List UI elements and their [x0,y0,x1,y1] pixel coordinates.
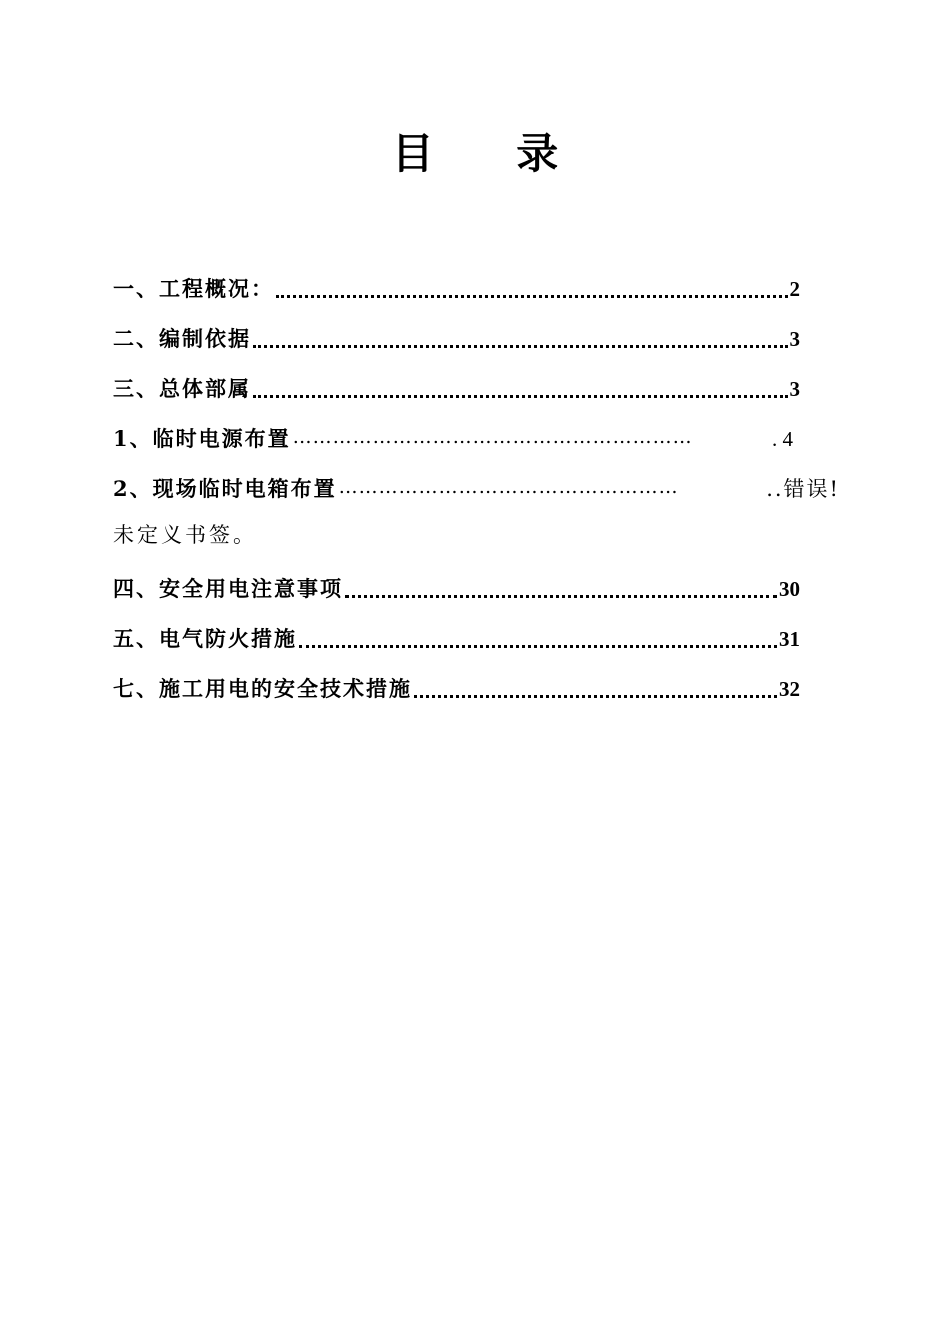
toc-page-number: 2 [789,277,800,301]
toc-page-number: 31 [779,627,800,651]
page-title: 目 录 [391,129,593,178]
toc-leader-text: …………………………………………………… [292,426,693,448]
toc-error-text: ..错误! [766,477,840,501]
toc-entry-overview[interactable] [113,270,800,304]
toc-entry-general-layout[interactable] [113,370,800,404]
toc-entry-label: 四、安全用电注意事项 [113,576,343,601]
toc-entry-basis[interactable] [113,320,800,354]
toc-entry-label: 三、总体部属 [113,376,251,401]
toc-leader-dots [345,578,777,602]
toc-entry-label: 七、施工用电的安全技术措施 [113,676,412,701]
toc-entry-label: 五、电气防火措施 [113,626,297,651]
toc-entry-site-boxes[interactable] [113,470,840,504]
toc-page-number: 32 [779,677,800,701]
toc-entry-label: 一、工程概况： [113,276,274,301]
toc-entry-tech-measures[interactable] [113,670,800,704]
toc-page-number: 3 [789,377,800,401]
toc-error-continuation: 未定义书签。 [113,523,257,547]
toc-leader-dots [414,678,777,702]
toc-leader-text: …………………………………………… [338,476,679,498]
toc-page-number: 3 [789,327,800,351]
toc-leader-dots [276,278,788,302]
toc-page-number: 30 [779,577,800,601]
toc-entry-fire-prevention[interactable] [113,620,800,654]
toc-leader-dots [299,628,777,652]
toc-leader-dots [253,378,788,402]
toc-leader-dots [293,422,770,452]
toc-entry-label: 二、编制依据 [113,326,251,351]
toc-leader-dots [253,328,788,352]
toc-entry-safety-notes[interactable] [113,570,800,604]
toc-page-number: . 4 [772,427,793,451]
toc-entry-temp-power[interactable] [113,420,793,454]
toc-leader-dots [339,472,765,502]
toc-entry-label: 1、临时电源布置 [113,426,291,451]
toc-entry-label: 2、现场临时电箱布置 [113,476,337,501]
